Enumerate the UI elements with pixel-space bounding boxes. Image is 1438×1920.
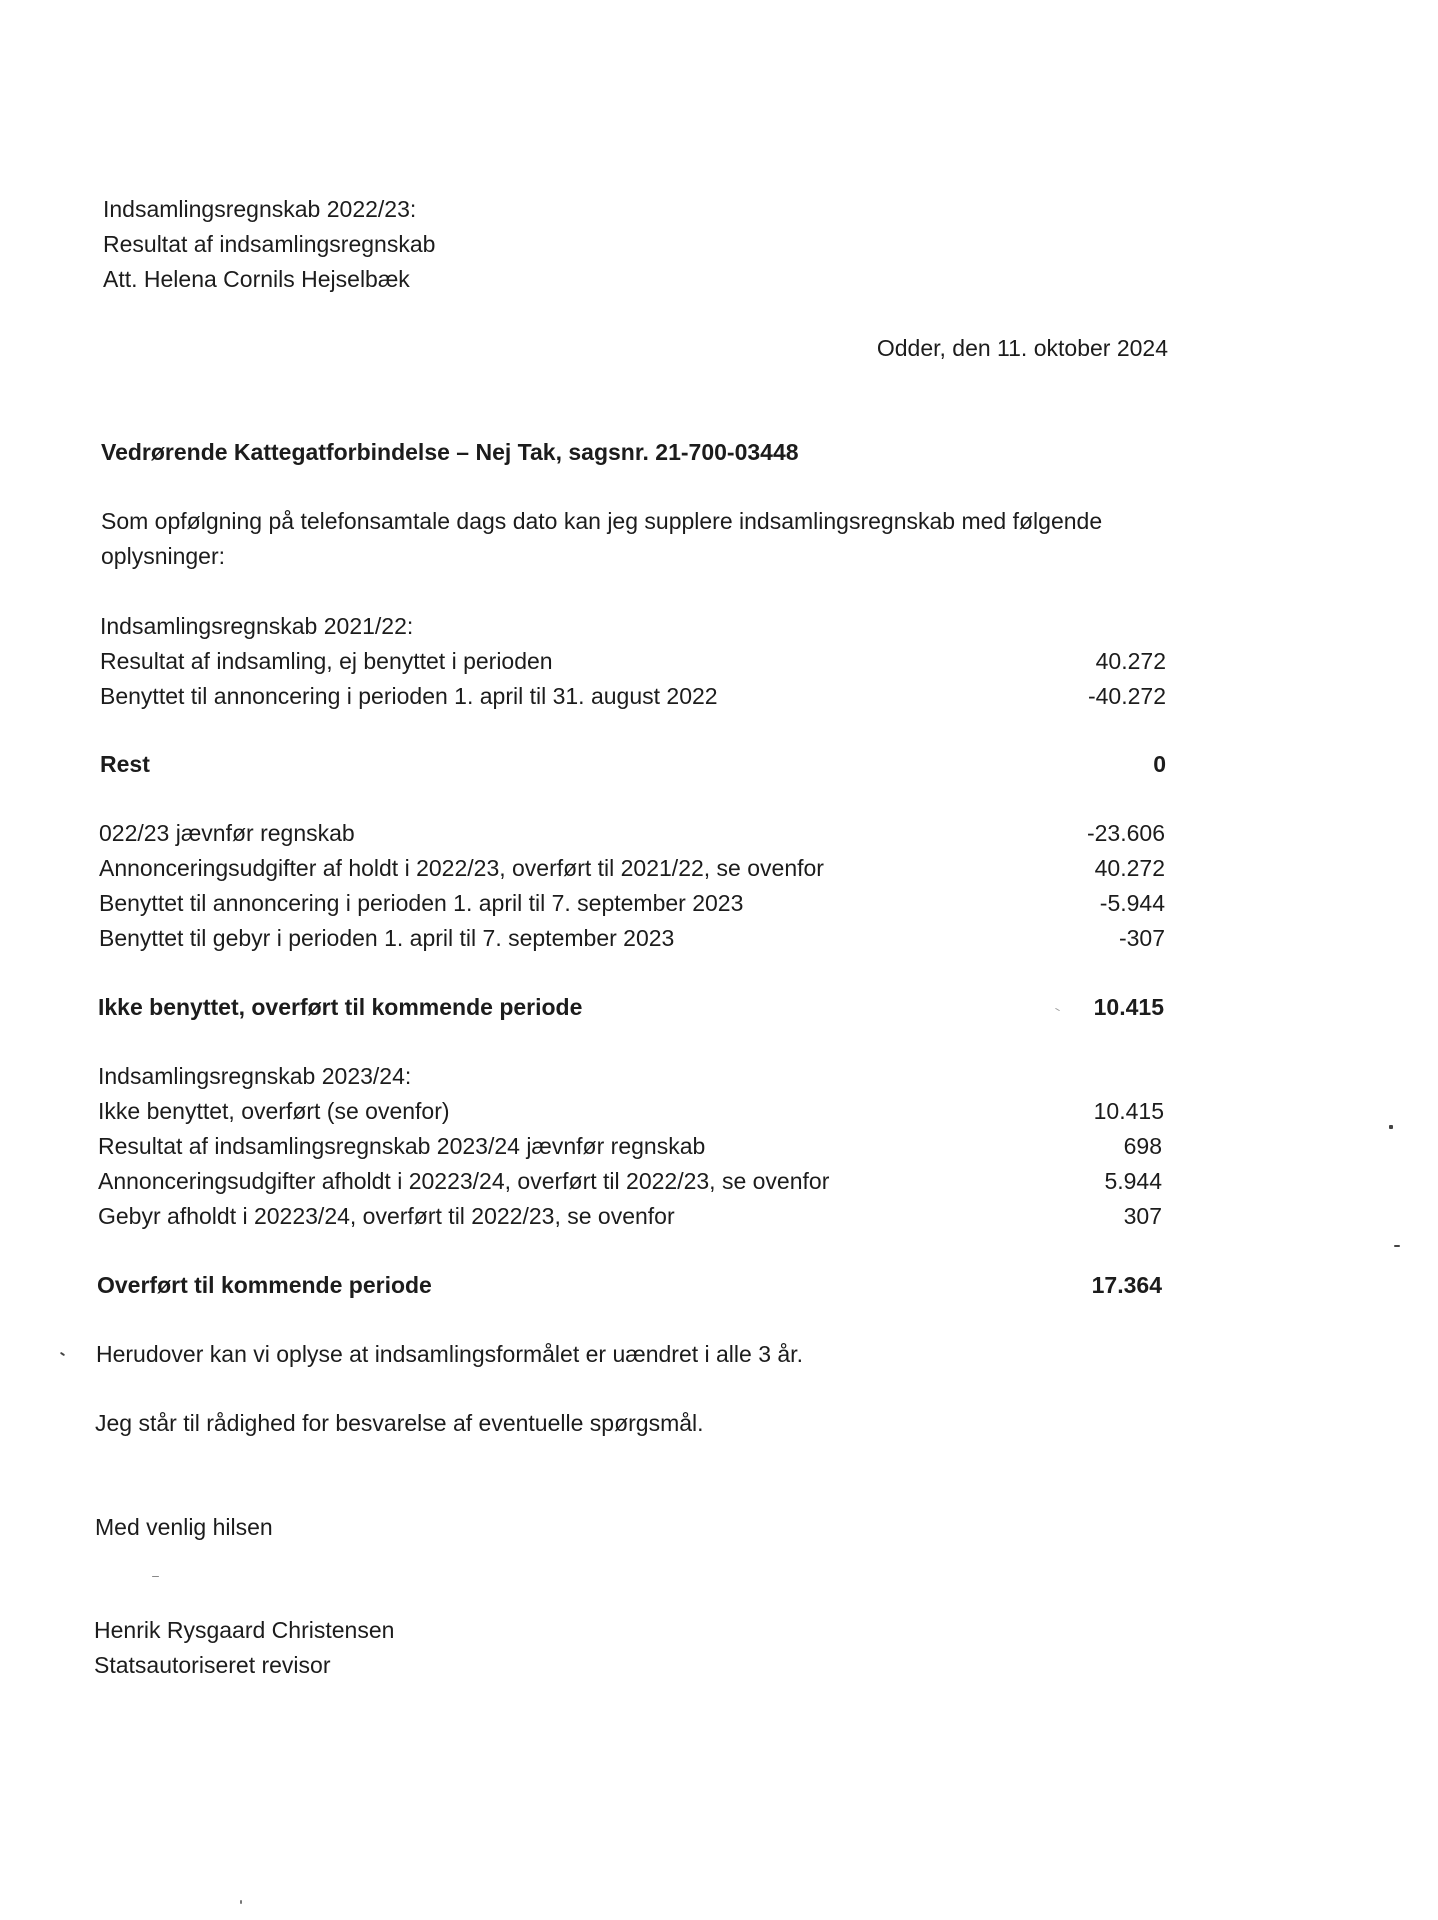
row-label: Resultat af indsamling, ej benyttet i perioden [100, 648, 553, 674]
row-label: 022/23 jævnfør regnskab [99, 820, 355, 846]
table-row [99, 851, 1165, 886]
row-amount: 10.415 [1093, 1098, 1164, 1124]
purpose-statement: Herudover kan vi oplyse at indsamlingsformålet er uændret i alle 3 år. [96, 1341, 803, 1367]
total-amount: 17.364 [1091, 1272, 1162, 1298]
row-amount: 698 [1123, 1133, 1162, 1159]
row-amount: 40.272 [1094, 855, 1165, 881]
greeting: Med venlig hilsen [95, 1514, 273, 1540]
row-amount: -40.272 [1087, 683, 1166, 709]
scan-speck [152, 1576, 159, 1577]
row-label: Annonceringsudgifter af holdt i 2022/23, overført til 2021/22, se ovenfor [99, 855, 824, 881]
total-label: Ikke benyttet, overført til kommende periode [98, 994, 583, 1020]
row-label: Ikke benyttet, overført (se ovenfor) [98, 1098, 450, 1124]
header-line-1: Indsamlingsregnskab 2022/23: [103, 196, 417, 222]
intro-line-1: Som opfølgning på telefonsamtale dags dato kan jeg supplere indsamlingsregnskab med følgende [101, 508, 1103, 534]
subject-line: Vedrørende Kattegatforbindelse – Nej Tak, sagsnr. 21-700-03448 [101, 439, 799, 465]
scan-speck [1389, 1125, 1393, 1129]
scan-speck [1394, 1245, 1400, 1247]
total-label: Overført til kommende periode [97, 1272, 432, 1298]
scan-speck [240, 1900, 242, 1904]
row-label: Benyttet til annoncering i perioden 1. april til 31. august 2022 [100, 683, 718, 709]
total-amount: 0 [1153, 751, 1166, 777]
total-amount: 10.415 [1093, 994, 1164, 1020]
row-label: Benyttet til gebyr i perioden 1. april til 7. september 2023 [99, 925, 675, 951]
table-row [98, 1199, 1162, 1234]
scan-speck [60, 1352, 65, 1357]
intro-line-2: oplysninger: [101, 543, 226, 569]
section-2023-heading: Indsamlingsregnskab 2023/24: [98, 1063, 412, 1089]
row-amount: -23.606 [1086, 820, 1165, 846]
table-row [98, 1129, 1162, 1164]
row-amount: -5.944 [1099, 890, 1165, 916]
table-row [100, 644, 1166, 679]
header-line-3: Att. Helena Cornils Hejselbæk [103, 266, 410, 292]
row-amount: 5.944 [1104, 1168, 1162, 1194]
table-row [99, 921, 1165, 956]
section-2022-total [98, 990, 1164, 1025]
signature-name: Henrik Rysgaard Christensen [94, 1617, 395, 1643]
row-amount: -307 [1118, 925, 1165, 951]
row-label: Gebyr afholdt i 20223/24, overført til 2022/23, se ovenfor [98, 1203, 675, 1229]
table-row [98, 1094, 1164, 1129]
row-label: Benyttet til annoncering i perioden 1. april til 7. september 2023 [99, 890, 744, 916]
availability-statement: Jeg står til rådighed for besvarelse af eventuelle spørgsmål. [95, 1410, 704, 1436]
row-amount: 40.272 [1095, 648, 1166, 674]
section-2021-heading: Indsamlingsregnskab 2021/22: [100, 613, 414, 639]
place-date: Odder, den 11. oktober 2024 [876, 335, 1168, 361]
row-label: Resultat af indsamlingsregnskab 2023/24 jævnfør regnskab [98, 1133, 706, 1159]
section-2023-total [97, 1268, 1162, 1303]
table-row [99, 816, 1165, 851]
table-row [99, 886, 1165, 921]
section-2021-total [100, 747, 1166, 782]
row-label: Annonceringsudgifter afholdt i 20223/24, overført til 2022/23, se ovenfor [98, 1168, 830, 1194]
table-row [98, 1164, 1162, 1199]
table-row [100, 679, 1166, 714]
header-line-2: Resultat af indsamlingsregnskab [103, 231, 436, 257]
total-label: Rest [100, 751, 150, 777]
signature-title: Statsautoriseret revisor [94, 1652, 331, 1678]
row-amount: 307 [1123, 1203, 1162, 1229]
